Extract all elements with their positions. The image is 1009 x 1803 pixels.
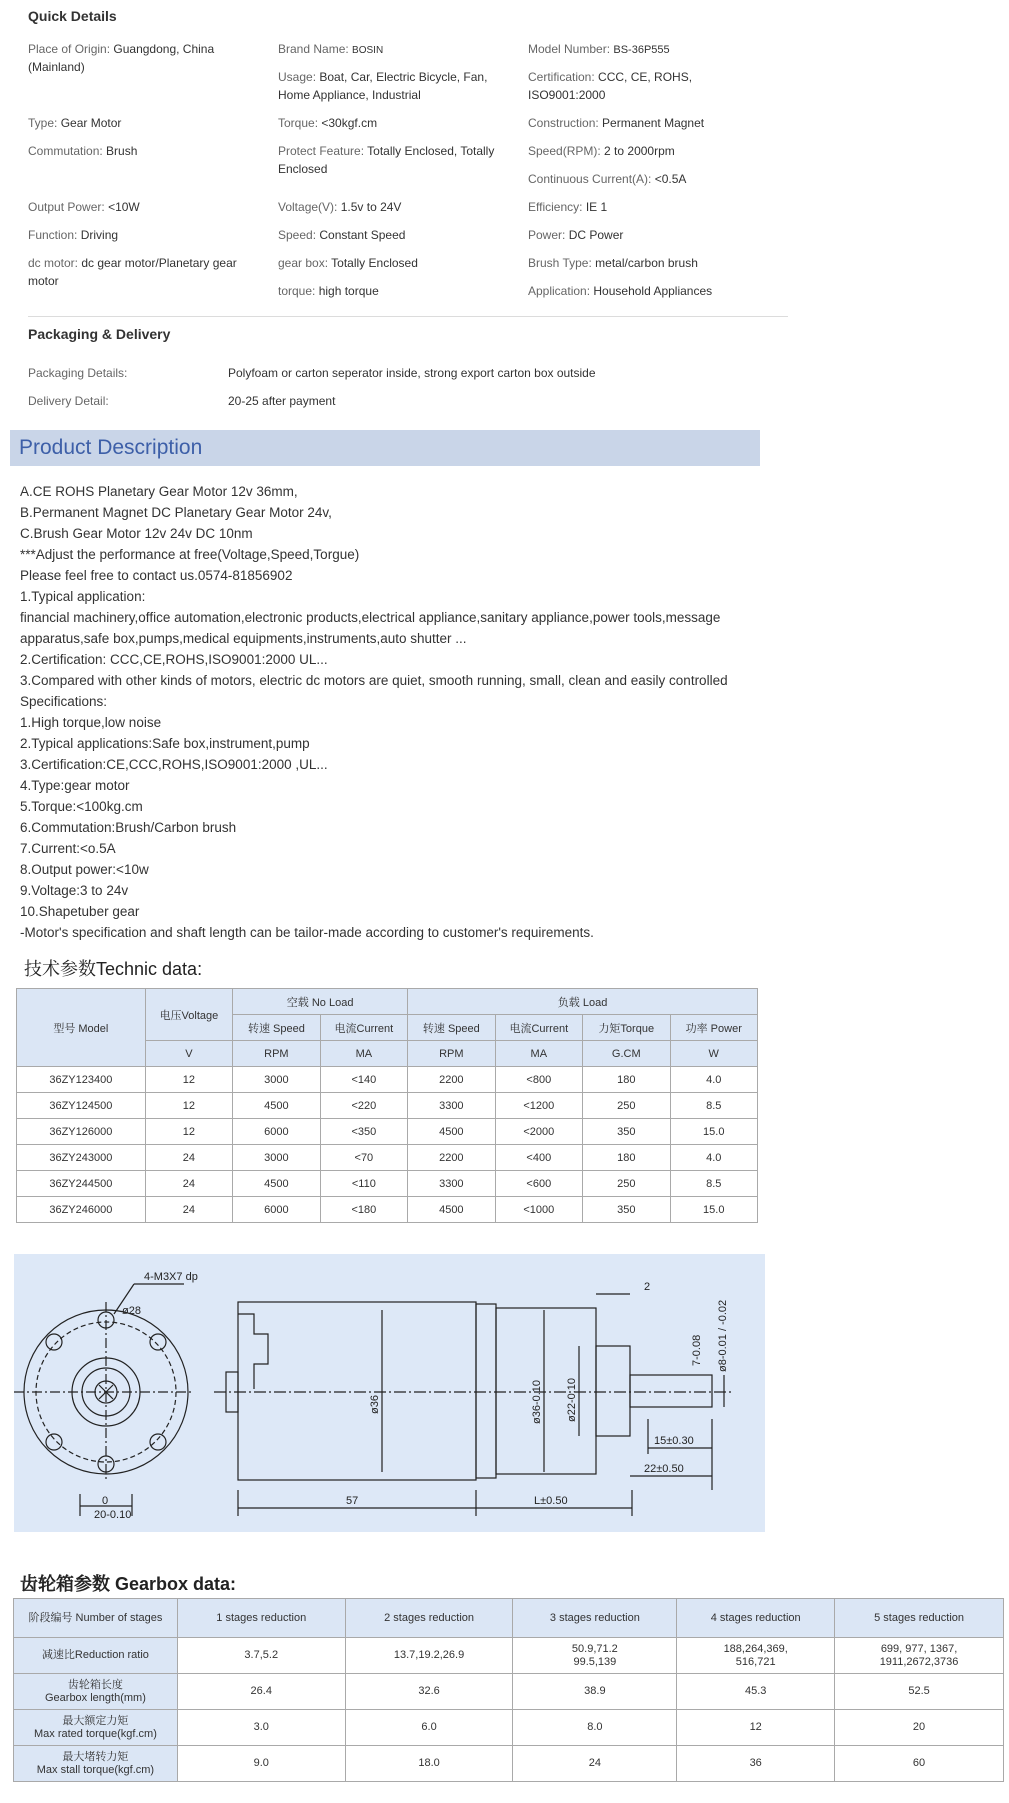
table-cell: 15.0 — [670, 1197, 758, 1223]
detail-dc-motor: dc motor: dc gear motor/Planetary gear motor — [28, 256, 237, 288]
table-cell: 36ZY124500 — [17, 1093, 146, 1119]
table-cell: <70 — [320, 1145, 407, 1171]
label-flat: 7-0.08 — [691, 1334, 703, 1366]
gearbox-row — [14, 1638, 1004, 1674]
stage-header: 2 stages reduction — [345, 1599, 513, 1638]
header-speed-noload: 转速 Speed — [233, 1015, 320, 1041]
description-line: C.Brush Gear Motor 12v 24v DC 10nm — [20, 526, 253, 541]
description-line: 5.Torque:<100kg.cm — [20, 799, 143, 814]
gearbox-cell-line: 60 — [912, 1757, 926, 1769]
gearbox-cell — [177, 1710, 345, 1746]
table-cell: 350 — [583, 1197, 670, 1223]
table-cell: <800 — [495, 1067, 582, 1093]
row-label — [14, 1638, 178, 1674]
description-line: 10.Shapetuber gear — [20, 904, 140, 919]
table-cell: 250 — [583, 1093, 670, 1119]
gearbox-row — [14, 1674, 1004, 1710]
table-cell: 36ZY126000 — [17, 1119, 146, 1145]
row-label-line: 减速比Reduction ratio — [41, 1649, 149, 1661]
gearbox-cell — [513, 1638, 677, 1674]
table-cell: 24 — [145, 1171, 232, 1197]
gearbox-cell — [677, 1746, 835, 1782]
table-row — [17, 1171, 758, 1197]
gearbox-cell-line: 699, 977, 1367, — [880, 1642, 958, 1655]
gearbox-cell-line: 12 — [749, 1721, 762, 1733]
unit-cell: MA — [320, 1041, 407, 1067]
table-cell: 36ZY246000 — [17, 1197, 146, 1223]
gearbox-header-row — [14, 1599, 1004, 1638]
table-cell: 36ZY244500 — [17, 1171, 146, 1197]
row-label — [14, 1710, 178, 1746]
detail-usage: Usage: Boat, Car, Electric Bicycle, Fan, Home Appliance, Industrial — [278, 70, 488, 102]
description-line: 4.Type:gear motor — [20, 778, 130, 793]
detail-speed-rpm: Speed(RPM): 2 to 2000rpm — [528, 144, 675, 158]
gearbox-cell-line: 3.7,5.2 — [244, 1649, 279, 1661]
header-torque: 力矩Torque — [583, 1015, 670, 1041]
description-line: 9.Voltage:3 to 24v — [20, 883, 129, 898]
table-cell: 4.0 — [670, 1145, 758, 1171]
label-len22: 22±0.50 — [644, 1463, 684, 1475]
detail-brand-name: Brand Name: BOSIN — [278, 42, 384, 56]
detail-construction: Construction: Permanent Magnet — [528, 116, 705, 130]
product-description-title: Product Description — [19, 436, 203, 459]
quick-details-title: Quick Details — [28, 8, 117, 24]
gearbox-cell — [345, 1746, 513, 1782]
table-cell: 15.0 — [670, 1119, 758, 1145]
gearbox-cell-line: 24 — [588, 1757, 601, 1769]
table-cell: 12 — [145, 1067, 232, 1093]
header-load: 负载 Load — [408, 989, 758, 1015]
unit-cell: G.CM — [583, 1041, 670, 1067]
gearbox-cell-line: 8.0 — [587, 1721, 603, 1733]
gearbox-cell — [677, 1638, 835, 1674]
table-cell: <110 — [320, 1171, 407, 1197]
table-cell: 4500 — [408, 1197, 495, 1223]
label-len15: 15±0.30 — [654, 1435, 694, 1447]
description-line: Specifications: — [20, 694, 108, 709]
table-cell: 24 — [145, 1197, 232, 1223]
gearbox-cell-line: 6.0 — [421, 1721, 437, 1733]
label-lenL: L±0.50 — [534, 1495, 568, 1507]
gearbox-cell — [835, 1710, 1004, 1746]
gearbox-cell — [177, 1638, 345, 1674]
row-label-line: Max rated torque(kgf.cm) — [33, 1727, 157, 1740]
detail-torque-2: torque: high torque — [278, 284, 379, 298]
gearbox-cell-line: 1911,2672,3736 — [879, 1655, 959, 1668]
detail-speed: Speed: Constant Speed — [278, 228, 406, 242]
gearbox-cell — [835, 1746, 1004, 1782]
table-cell: 6000 — [233, 1197, 320, 1223]
table-row — [17, 1093, 758, 1119]
table-cell: <180 — [320, 1197, 407, 1223]
output-shaft — [630, 1375, 712, 1407]
gearbox-cell-line: 18.0 — [418, 1757, 440, 1769]
table-cell: 4500 — [408, 1119, 495, 1145]
detail-output-power: Output Power: <10W — [28, 200, 140, 214]
detail-type: Type: Gear Motor — [28, 116, 122, 130]
detail-certification: Certification: CCC, CE, ROHS, ISO9001:2000 — [528, 70, 693, 102]
description-line: 1.High torque,low noise — [20, 715, 162, 730]
table-cell: 3300 — [408, 1171, 495, 1197]
unit-cell: V — [145, 1041, 232, 1067]
description-line: 2.Typical applications:Safe box,instrument,pump — [20, 736, 310, 751]
label-gear-dia: ø36-0.10 — [531, 1379, 543, 1424]
table-cell: 24 — [145, 1145, 232, 1171]
description-line: B.Permanent Magnet DC Planetary Gear Motor 24v, — [20, 505, 332, 520]
header-power: 功率 Power — [670, 1015, 758, 1041]
gearbox-boss — [596, 1346, 630, 1436]
table-cell: 4.0 — [670, 1067, 758, 1093]
gearbox-cell-line: 50.9,71.2 — [571, 1642, 618, 1655]
description-line: A.CE ROHS Planetary Gear Motor 12v 36mm, — [20, 484, 298, 499]
technic-data-title: 技术参数Technic data: — [24, 959, 203, 979]
gearbox-cell-line: 45.3 — [744, 1685, 767, 1697]
description-line: 3.Certification:CE,CCC,ROHS,ISO9001:2000 ,UL... — [20, 757, 328, 772]
detail-brush-type: Brush Type: metal/carbon brush — [528, 256, 698, 270]
table-cell: 3000 — [233, 1067, 320, 1093]
table-cell: 8.5 — [670, 1171, 758, 1197]
description-line: Please feel free to contact us.0574-81856902 — [20, 568, 293, 583]
gearbox-data-table — [13, 1598, 1004, 1782]
label-len57: 57 — [346, 1495, 359, 1507]
label-width: 20-0.10 — [94, 1509, 132, 1521]
detail-commutation: Commutation: Brush — [28, 144, 138, 158]
table-cell: 3300 — [408, 1093, 495, 1119]
gearbox-cell — [345, 1674, 513, 1710]
table-row — [17, 1145, 758, 1171]
gearbox-body — [496, 1308, 596, 1474]
row-label-line: 最大堵转力矩 — [62, 1750, 129, 1763]
table-cell: <2000 — [495, 1119, 582, 1145]
table-row — [17, 1197, 758, 1223]
detail-efficiency: Efficiency: IE 1 — [528, 200, 608, 214]
gearbox-cell-line: 32.6 — [418, 1685, 440, 1697]
table-cell: 6000 — [233, 1119, 320, 1145]
label-boss-dia: ø22-0.10 — [566, 1377, 578, 1422]
detail-place-of-origin: Place of Origin: Guangdong, China (Mainland) — [28, 42, 215, 74]
row-label-line: 最大额定力矩 — [62, 1714, 129, 1727]
gearbox-cell — [345, 1710, 513, 1746]
row-label — [14, 1746, 178, 1782]
table-cell: 350 — [583, 1119, 670, 1145]
table-cell: 3000 — [233, 1145, 320, 1171]
detail-model-number: Model Number: BS-36P555 — [528, 42, 670, 56]
table-cell: 36ZY123400 — [17, 1067, 146, 1093]
header-no-load: 空载 No Load — [233, 989, 408, 1015]
gearbox-cell — [513, 1710, 677, 1746]
table-cell: 4500 — [233, 1093, 320, 1119]
description-line: 6.Commutation:Brush/Carbon brush — [20, 820, 237, 835]
gearbox-cell-line: 99.5,139 — [573, 1655, 617, 1668]
table-cell: <140 — [320, 1067, 407, 1093]
motor-dimension-drawing — [14, 1254, 765, 1532]
detail-application: Application: Household Appliances — [528, 284, 713, 298]
section-divider — [28, 316, 788, 317]
table-cell: 4500 — [233, 1171, 320, 1197]
detail-gear-box: gear box: Totally Enclosed — [278, 256, 418, 270]
header-speed-load: 转速 Speed — [408, 1015, 495, 1041]
mount-hole-left-bottom — [46, 1434, 62, 1450]
detail-voltage: Voltage(V): 1.5v to 24V — [278, 200, 402, 214]
table-cell: 180 — [583, 1145, 670, 1171]
row-label — [14, 1674, 178, 1710]
table-cell: 250 — [583, 1171, 670, 1197]
description-line: 3.Compared with other kinds of motors, electric dc motors are quiet, smooth running, small, clean and easily controlled — [20, 673, 728, 688]
table-cell: <400 — [495, 1145, 582, 1171]
gearbox-row — [14, 1746, 1004, 1782]
table-cell: 12 — [145, 1119, 232, 1145]
table-cell: 36ZY243000 — [17, 1145, 146, 1171]
packaging-title: Packaging & Delivery — [28, 326, 171, 342]
table-cell: <1000 — [495, 1197, 582, 1223]
detail-protect-feature: Protect Feature: Totally Enclosed, Totally Enclosed — [278, 144, 495, 176]
header-model: 型号 Model — [17, 989, 146, 1067]
label-zero: 0 — [102, 1495, 109, 1507]
technic-data-table — [16, 988, 758, 1223]
mount-hole-right-bottom — [150, 1434, 166, 1450]
gearbox-cell — [177, 1674, 345, 1710]
unit-cell: W — [670, 1041, 758, 1067]
table-row — [17, 1067, 758, 1093]
row-label-line: Gearbox length(mm) — [44, 1691, 146, 1704]
label-body-dia: ø36 — [369, 1395, 381, 1414]
gearbox-cell — [677, 1710, 835, 1746]
row-label-line: Max stall torque(kgf.cm) — [36, 1763, 155, 1776]
unit-cell: MA — [495, 1041, 582, 1067]
detail-torque: Torque: <30kgf.cm — [278, 116, 378, 130]
motor-body-outline — [238, 1302, 476, 1480]
detail-power: Power: DC Power — [528, 228, 624, 242]
gearbox-flange — [476, 1304, 496, 1478]
mount-hole-left-top — [46, 1334, 62, 1350]
gearbox-cell-line: 516,721 — [735, 1655, 776, 1668]
header-current-noload: 电流Current — [320, 1015, 407, 1041]
table-cell: 12 — [145, 1093, 232, 1119]
gearbox-cell — [677, 1674, 835, 1710]
gearbox-cell-line: 38.9 — [584, 1685, 606, 1697]
label-h2: 2 — [644, 1281, 651, 1293]
label-shaft-dia: ø8-0.01 / -0.02 — [717, 1299, 729, 1372]
gearbox-cell — [513, 1746, 677, 1782]
gearbox-cell — [177, 1746, 345, 1782]
table-cell: <1200 — [495, 1093, 582, 1119]
description-line: apparatus,safe box,pumps,medical equipments,instruments,auto shutter ... — [20, 631, 467, 646]
description-line: -Motor's specification and shaft length can be tailor-made according to customer's requirements. — [20, 925, 594, 940]
header-voltage: 电压Voltage — [145, 989, 232, 1041]
gearbox-cell-line: 26.4 — [250, 1685, 272, 1697]
gearbox-cell — [513, 1674, 677, 1710]
row-label-line: 齿轮箱长度 — [67, 1678, 123, 1691]
gearbox-cell-line: 3.0 — [253, 1721, 269, 1733]
table-row — [17, 1119, 758, 1145]
table-cell: 180 — [583, 1067, 670, 1093]
technical-drawing — [14, 1254, 765, 1532]
gearbox-cell-line: 9.0 — [253, 1757, 269, 1769]
gearbox-cell-line: 52.5 — [908, 1685, 930, 1697]
detail-continuous-current: Continuous Current(A): <0.5A — [528, 172, 687, 186]
description-line: 1.Typical application: — [20, 589, 146, 604]
gearbox-cell-line: 13.7,19.2,26.9 — [393, 1649, 465, 1661]
description-line: 7.Current:<o.5A — [20, 841, 116, 856]
description-line: 2.Certification: CCC,CE,ROHS,ISO9001:2000 UL... — [20, 652, 328, 667]
gearbox-cell-line: 20 — [912, 1721, 926, 1733]
gearbox-row — [14, 1710, 1004, 1746]
table-cell: 8.5 — [670, 1093, 758, 1119]
mount-hole-right-top — [150, 1334, 166, 1350]
product-description-body — [20, 481, 780, 943]
stage-header: 1 stages reduction — [177, 1599, 345, 1638]
stage-header: 5 stages reduction — [835, 1599, 1004, 1638]
unit-cell: RPM — [233, 1041, 320, 1067]
header-current-load: 电流Current — [495, 1015, 582, 1041]
gearbox-cell-line: 36 — [749, 1757, 762, 1769]
description-line: ***Adjust the performance at free(Voltage,Speed,Torgue) — [20, 547, 360, 562]
label-pcd: ø28 — [122, 1305, 141, 1317]
description-line: 8.Output power:<10w — [20, 862, 149, 877]
header-stages: 阶段编号 Number of stages — [14, 1599, 178, 1638]
table-cell: <220 — [320, 1093, 407, 1119]
gearbox-cell — [835, 1638, 1004, 1674]
product-description-header — [10, 430, 760, 466]
gearbox-cell — [345, 1638, 513, 1674]
gearbox-cell-line: 188,264,369, — [723, 1642, 788, 1655]
stage-header: 3 stages reduction — [513, 1599, 677, 1638]
gearbox-cell — [835, 1674, 1004, 1710]
table-cell: 2200 — [408, 1145, 495, 1171]
table-cell: <350 — [320, 1119, 407, 1145]
gearbox-data-title: 齿轮箱参数 Gearbox data: — [20, 1574, 237, 1594]
description-line: financial machinery,office automation,electronic products,electrical appliance,sanitary appliance,power tools,message — [20, 610, 721, 625]
label-holes: 4-M3X7 dp — [144, 1271, 198, 1283]
unit-cell: RPM — [408, 1041, 495, 1067]
detail-function: Function: Driving — [28, 228, 119, 242]
table-cell: <600 — [495, 1171, 582, 1197]
table-cell: 2200 — [408, 1067, 495, 1093]
stage-header: 4 stages reduction — [677, 1599, 835, 1638]
